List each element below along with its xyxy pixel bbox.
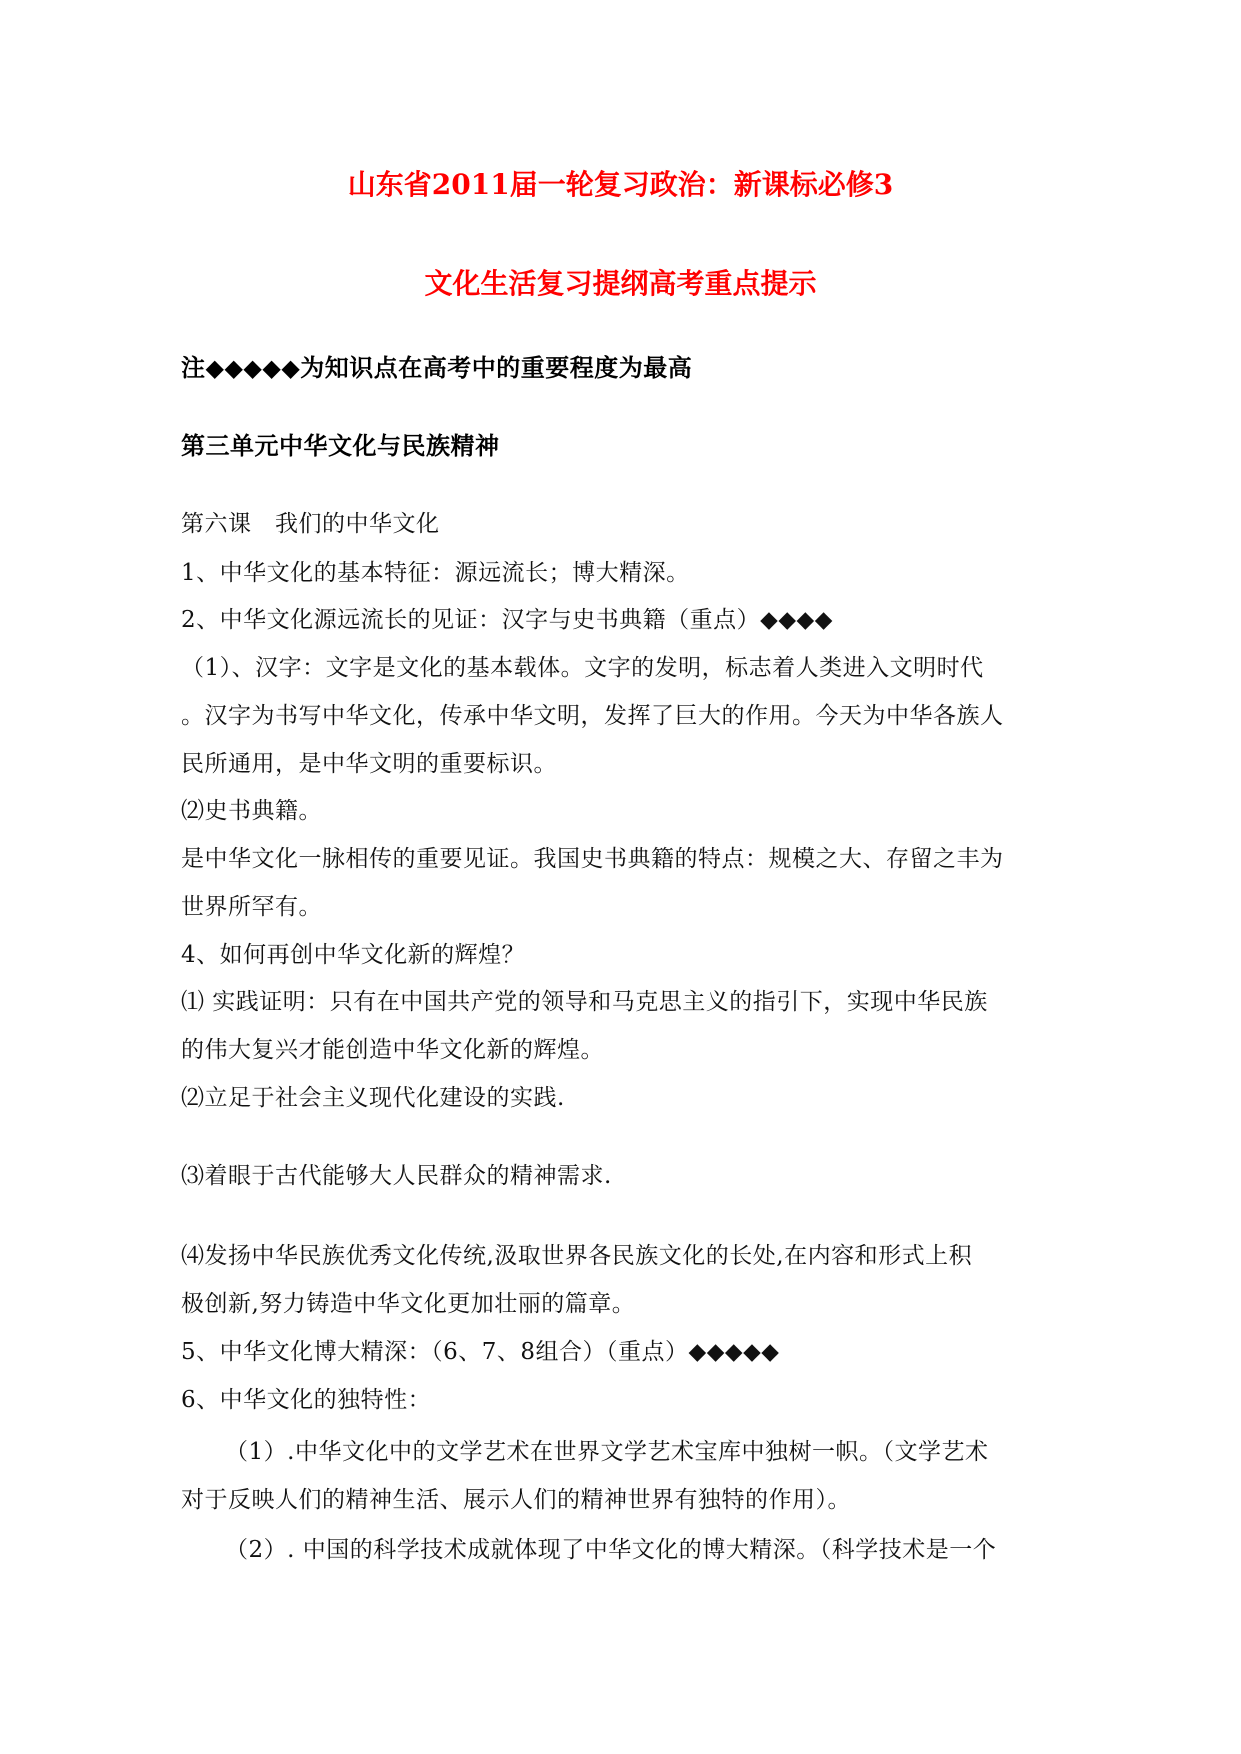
body-line: 2、中华文化源远流长的见证：汉字与史书典籍（重点）◆◆◆◆ — [181, 607, 833, 633]
lesson-heading: 第六课 我们的中华文化 — [181, 511, 440, 537]
body-line: 的伟大复兴才能创造中华文化新的辉煌。 — [181, 1037, 604, 1063]
body-line: 。汉字为书写中华文化，传承中华文明，发挥了巨大的作用。今天为中华各族人 — [181, 703, 1004, 729]
body-line: ⑵立足于社会主义现代化建设的实践. — [181, 1085, 565, 1111]
body-line: ⑷发扬中华民族优秀文化传统,汲取世界各民族文化的长处,在内容和形式上积 — [181, 1243, 973, 1269]
unit-heading: 第三单元中华文化与民族精神 — [181, 431, 500, 460]
body-line: （1）.中华文化中的文学艺术在世界文学艺术宝库中独树一帜。（文学艺术 — [225, 1439, 989, 1465]
document-title-line-1: 山东省2011届一轮复习政治：新课标必修3 — [347, 168, 894, 201]
body-line: 极创新,努力铸造中华文化更加壮丽的篇章。 — [181, 1291, 636, 1317]
body-line: 5、中华文化博大精深：（6、7、8组合）（重点）◆◆◆◆◆ — [181, 1339, 780, 1365]
body-line: 对于反映人们的精神生活、展示人们的精神世界有独特的作用）。 — [181, 1487, 851, 1513]
body-line: 6、中华文化的独特性： — [181, 1387, 432, 1413]
body-line: （1）、汉字：文字是文化的基本载体。文字的发明，标志着人类进入文明时代 — [181, 655, 984, 681]
body-line: 世界所罕有。 — [181, 894, 322, 920]
body-line: 1、中华文化的基本特征：源远流长；博大精深。 — [181, 560, 690, 586]
body-line: ⑴ 实践证明：只有在中国共产党的领导和马克思主义的指引下，实现中华民族 — [181, 989, 988, 1015]
body-line: 4、如何再创中华文化新的辉煌？ — [181, 942, 526, 968]
body-line: 民所通用，是中华文明的重要标识。 — [181, 751, 557, 777]
importance-note: 注◆◆◆◆◆为知识点在高考中的重要程度为最高 — [181, 353, 693, 382]
body-line: ⑶着眼于古代能够大人民群众的精神需求. — [181, 1163, 612, 1189]
body-line: 是中华文化一脉相传的重要见证。我国史书典籍的特点：规模之大、存留之丰为 — [181, 846, 1004, 872]
document-title-line-2: 文化生活复习提纲高考重点提示 — [424, 267, 817, 300]
body-line: ⑵史书典籍。 — [181, 798, 322, 824]
body-line: （2）. 中国的科学技术成就体现了中华文化的博大精深。（科学技术是一个 — [225, 1537, 997, 1563]
